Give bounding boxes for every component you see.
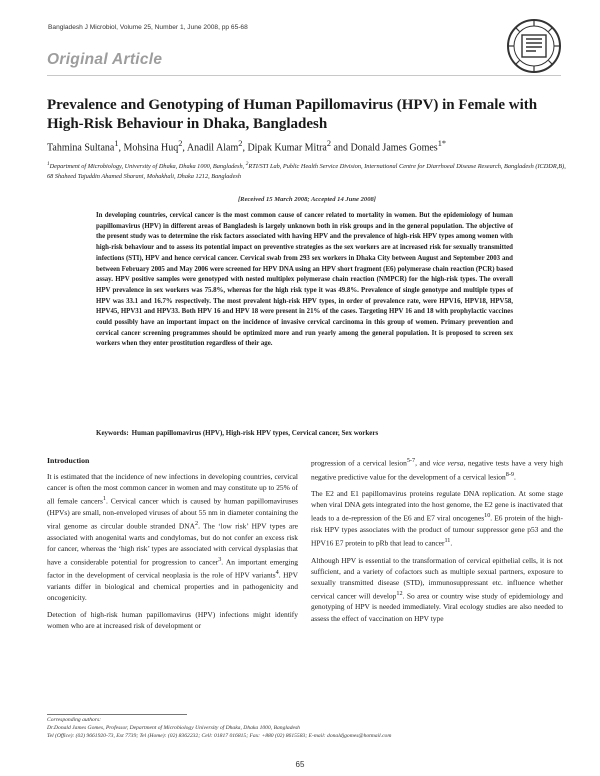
author-affiliation-mark: 2	[326, 139, 332, 148]
affiliation-text: RTI/STI Lab, Public Health Service Division, International Centre for Diarrhoeal Disease Research, Bangladesh (ICDDR,B), 68 Shaheed Tajuddin Ahamed Sharani, Mohakhali, Dhaka 1212, Bangladesh	[47, 163, 566, 180]
author-affiliation-mark: 2	[178, 139, 183, 148]
footnote-label: Corresponding authors:	[47, 717, 102, 723]
text-run: . The ‘low risk’ HPV types are associated with anogenital warts and condylomas, but do not confer an excess risk for cancer, whereas the ‘high risk’ types are associated with cervical dysplasias that have a considerable potential for progression to cancer	[47, 521, 298, 567]
citation-mark: 8-9	[505, 470, 514, 478]
body-paragraph	[311, 488, 563, 548]
author-name: , Mohsina Huq	[118, 142, 179, 154]
citation-mark: 3	[218, 555, 222, 563]
citation-mark: 5-7	[406, 457, 416, 464]
body-paragraph	[47, 471, 298, 603]
journal-logo-icon	[506, 18, 562, 74]
body-column-left	[47, 455, 298, 637]
text-run: , and	[415, 458, 433, 468]
author-list	[47, 139, 446, 153]
affiliation-mark: 1	[47, 161, 50, 167]
text-run: .	[450, 538, 453, 548]
text-run: . So area or country wise study of epidemiology and genotyping of HPV is needed immediately. Viral ecology studies are also needed to assess the effect of vaccination on HPV type	[311, 591, 564, 623]
text-run: progression of a cervical lesion	[311, 458, 407, 468]
body-paragraph: Detection of high-risk human papillomavirus (HPV) infections might identify women who are at increased risk of development or	[47, 610, 298, 631]
article-title: Prevalence and Genotyping of Human Papillomavirus (HPV) in Female with High-Risk Behaviour in Dhaka, Bangladesh	[47, 97, 538, 132]
keywords-text: Human papillomavirus (HPV), High-risk HPV types, Cervical cancer, Sex workers	[131, 429, 379, 437]
received-dates: [Received 15 March 2008; Accepted 14 June 2008]	[237, 196, 376, 203]
text-run: , negative tests have a very high negative predictive value for the development of a cervical lesion	[311, 458, 563, 482]
body-column-right	[311, 455, 563, 630]
affiliation-text: Department of Microbiology, University of Dhaka, Dhaka 1000, Bangladesh,	[49, 163, 246, 171]
keywords	[96, 429, 516, 437]
text-run: .	[514, 472, 516, 482]
affiliation-mark: 2	[245, 161, 249, 167]
page-number: 65	[295, 760, 305, 769]
keywords-label: Keywords:	[96, 429, 129, 437]
text-run: . Cervical cancer which is caused by human papillomaviruses (HPVs) are small, non-enveloped viruses of about 55 nm in diameter containing the viral genome as circular double stranded DNA	[47, 496, 298, 531]
text-run: . HPV variants differ in biological and chemical properties and in pathogenicity and oncogenicity.	[47, 570, 298, 602]
author-name: , Anadil Alam	[182, 142, 239, 154]
body-paragraph	[311, 555, 563, 624]
citation-mark: 2	[195, 519, 199, 527]
text-run: The E2 and E1 papillomavirus proteins regulate DNA replication. At some stage when viral DNA gets integrated into the host genome, the E2 gene is inactivated that leads to a de-repression of the E6 and E7 viral oncogenes	[311, 489, 563, 523]
body-paragraph	[311, 455, 563, 482]
section-heading-introduction: Introduction	[47, 456, 90, 465]
text-run: Although HPV is essential to the transformation of cervical epithelial cells, it is not sufficient, and a variety of cofactors such as multiple sexual partners, exposure to sexually transmitted disease (STD), immunosuppressant etc. influence whether cervical cancer will develop	[311, 555, 563, 601]
author-affiliation-mark: 1	[114, 139, 119, 148]
author-name: and Donald James Gomes	[331, 142, 438, 154]
citation-mark: 1	[102, 495, 106, 503]
corresponding-author-footnote	[47, 716, 572, 741]
affiliations	[47, 160, 567, 181]
author-affiliation-mark: 1*	[437, 139, 447, 148]
citation-mark: 4	[275, 569, 279, 577]
journal-header: Bangladesh J Microbiol, Volume 25, Number 1, June 2008, pp 65-68	[48, 24, 248, 31]
text-run: . E6 protein of the high-risk HPV types associates with the product of tumour suppressor gene p53 and the HPV16 E7 protein to pRb that lead to cancer	[311, 513, 563, 548]
header-divider	[47, 75, 561, 76]
footnote-line: Tel (Office): (02) 9661920-73, Ext 7739; Tel (Home): (02) 8362232; Cell: 01817 016815; Fax: +880 (02) 8615583; E-mail: donaldjgomes@hotmail.com	[47, 733, 392, 740]
citation-mark: 11	[444, 537, 451, 545]
footnote-divider	[47, 714, 187, 715]
footnote-line: Dr.Donald James Gomes, Professor, Department of Microbiology University of Dhaka, Dhaka 1000, Bangladesh	[47, 725, 300, 732]
citation-mark: 10	[484, 512, 491, 520]
author-affiliation-mark: 2	[238, 139, 243, 148]
text-run: It is estimated that the incidence of new infections in developing countries, cervical cancer is often the most common cancer in women and may constitute up to 25% of all female cancers	[47, 472, 298, 506]
citation-mark: 12	[396, 589, 403, 597]
text-run: . An important emerging factor in the development of cervical neoplasia is the role of HPV variants	[47, 557, 298, 580]
article-type-label: Original Article	[47, 51, 163, 68]
author-name: , Dipak Kumar Mitra	[242, 142, 327, 154]
author-name: Tahmina Sultana	[47, 142, 115, 154]
text-run-italic: vice versa	[432, 458, 464, 468]
abstract-text: In developing countries, cervical cancer is the most common cause of cancer related to mortality in women. But the epidemiology of human papillomavirus (HPV) in different areas of Bangladesh is largely unknown both in risk groups and in the general population. The objective of the present study was to determine the risk factors associated with having HPV and the prevalence of high-risk HPV types among women with high-risk behaviour and to assess its potential impact on preventive strategies as the sex workers are at increased risk for sexually transmitted infections (STI), HPV and hence cervical cancer. Cervical swab from 293 sex workers in Dhaka City between August and September 2003 and between February 2005 and May 2006 were screened for HPV DNA using an HPV short fragment (E6) polymerase chain reaction (PCR) based assay. HPV positive samples were genotyped with nested multiplex polymerase chain reaction (NMPCR) for the high-risk types. The overall HPV prevalence in sex workers was 75.8%, whereas for the high risk type it was 49.8%. Prevalence of single genotype and multiple types of HPV was 33.1 and 16.7% respectively. The most prevalent high-risk HPV types, in order of prevalence rate, were HPV16, HPV18, HPV58, HPV45, HPV31 and HPV33. Both HPV 16 and HPV 18 were present in 21% of the cases. Targeting HPV 16 and 18 with prophylactic vaccines could possibly have an important impact on the incidence of invasive cervical carcinoma in this group of women. Primary prevention and cervical cancer screening programmes should be optimized more and run yearly among the general population. It is proposed to screen sex workers when they enter prostitution regardless of their age.	[96, 212, 513, 348]
